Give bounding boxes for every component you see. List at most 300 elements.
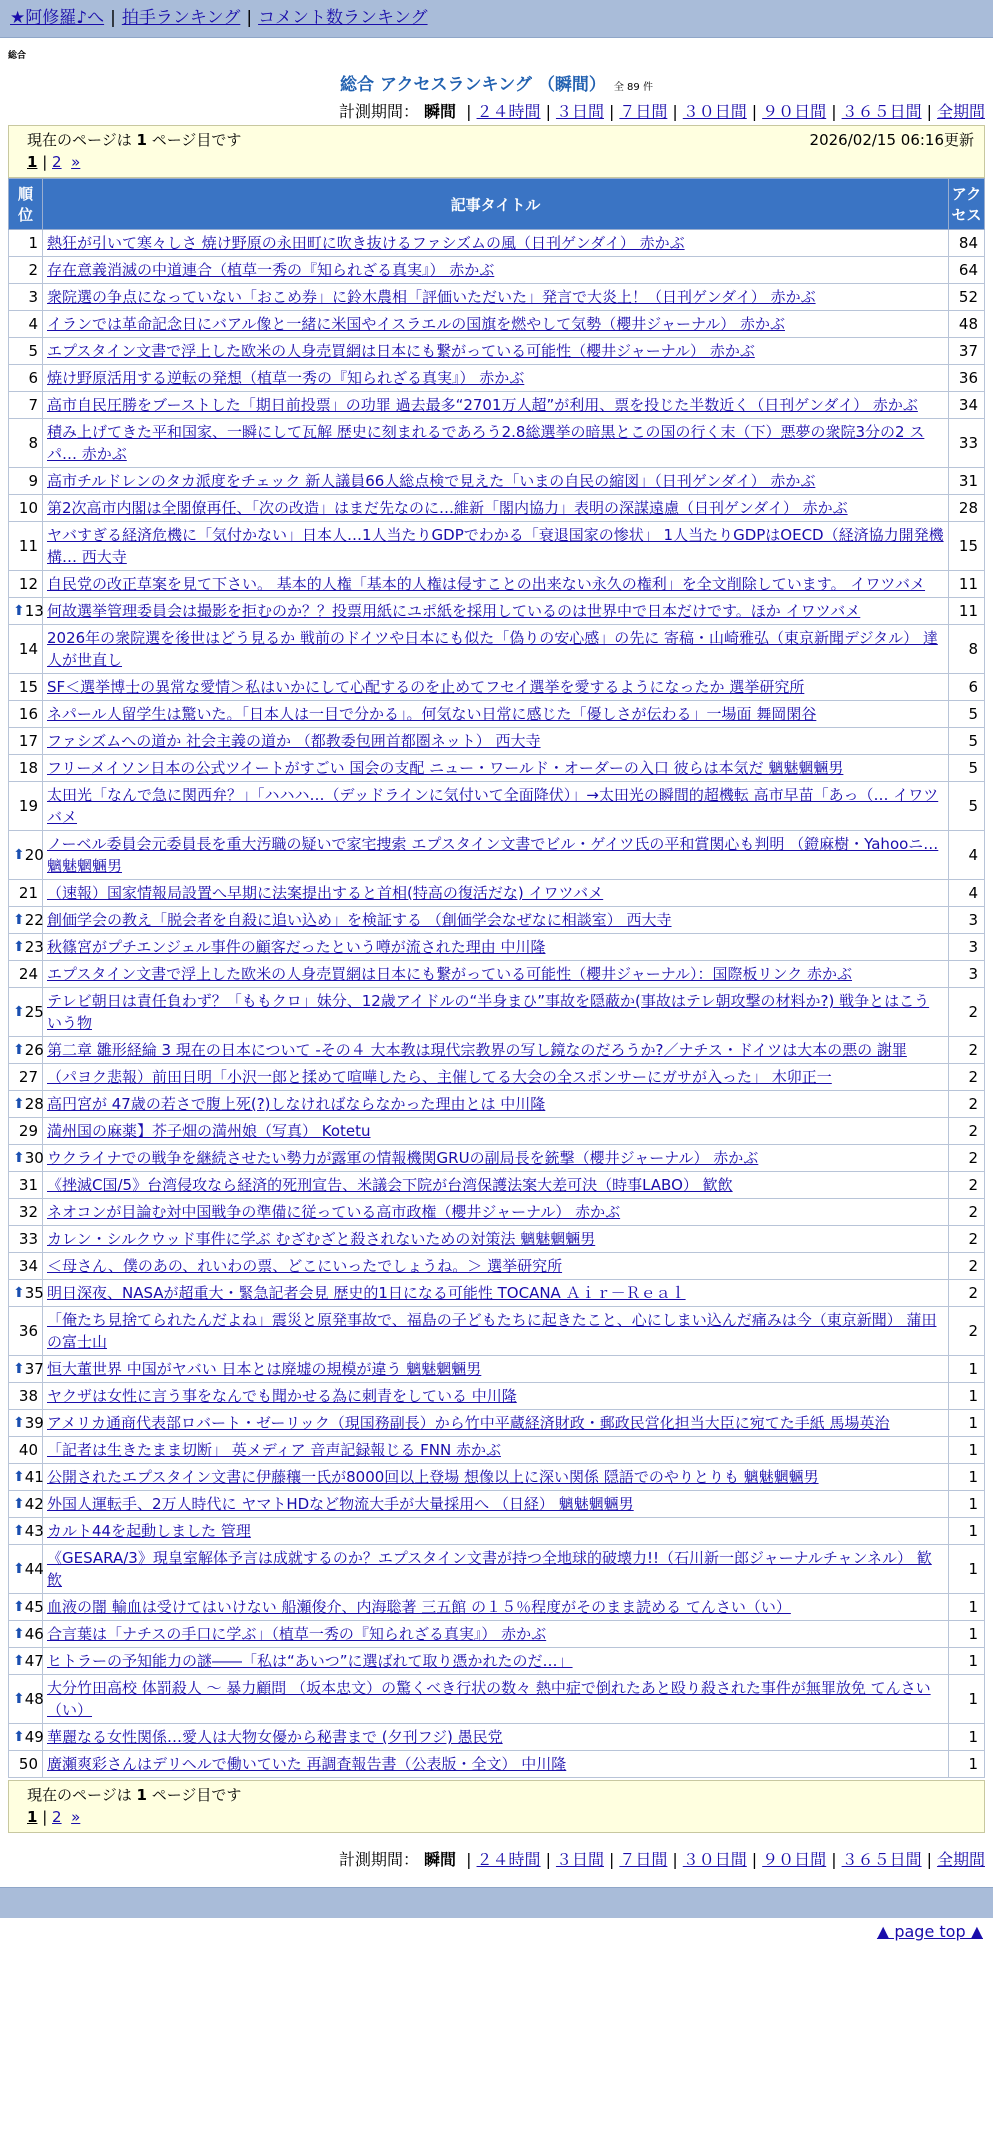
title-cell <box>43 1118 949 1145</box>
rank-cell <box>9 1518 43 1545</box>
rank-number: 34 <box>18 1257 38 1275</box>
table-row <box>9 1491 985 1518</box>
rank-number: 5 <box>28 342 38 360</box>
article-link[interactable]: カルト44を起動しました 管理 <box>47 1522 251 1540</box>
article-link[interactable]: SF＜選挙博士の異常な愛情＞私はいかにして心配するのを止めてフセイ選挙を愛するようになったか 選挙研究所 <box>47 678 805 696</box>
title-cell <box>43 1621 949 1648</box>
rank-number: 11 <box>18 537 38 555</box>
rank-number: 15 <box>18 678 38 696</box>
rank-cell <box>9 755 43 782</box>
table-row <box>9 495 985 522</box>
article-link[interactable]: エプスタイン文書で浮上した欧米の人身売買網は日本にも繋がっている可能性（櫻井ジャーナル） 赤かぶ <box>47 342 755 360</box>
article-link[interactable]: 2026年の衆院選を後世はどう見るか 戦前のドイツや日本にも似た「偽りの安心感」の先に 寄稿・山崎雅弘（東京新聞デジタル） 達人が世直し <box>47 629 938 669</box>
access-count: 4 <box>949 831 985 880</box>
article-link[interactable]: 「俺たち見捨てられたんだよね」震災と原発事故で、福島の子どもたちに起きたこと、心にしまい込んだ痛みは今（東京新聞） 蒲田の富士山 <box>47 1311 937 1351</box>
table-row <box>9 571 985 598</box>
article-link[interactable]: テレビ朝日は責任負わず？「ももクロ」妹分、12歳アイドルの“半身まひ”事故を隠蔽か(事故はテレ朝攻撃の材料か?) 戦争とはこういう物 <box>47 992 930 1032</box>
page-top-wrap <box>0 1922 993 1941</box>
pager-current: 1 <box>27 153 38 171</box>
page-indicator: 現在のページは 1 ページ目です <box>27 131 242 149</box>
title-cell <box>43 1199 949 1226</box>
period-separator: | <box>608 102 615 121</box>
title-cell <box>43 1410 949 1437</box>
article-link[interactable]: エプスタイン文書で浮上した欧米の人身売買網は日本にも繋がっている可能性（櫻井ジャーナル）：国際板リンク 赤かぶ <box>47 965 853 983</box>
rank-number: 12 <box>18 575 38 593</box>
rank-cell <box>9 1594 43 1621</box>
period-option[interactable]: ２４時間 <box>476 102 541 121</box>
rank-number: 33 <box>18 1230 38 1248</box>
title-cell <box>43 625 949 674</box>
period-separator: | <box>672 102 678 121</box>
period-selector-top <box>0 99 993 125</box>
period-separator: | <box>672 1850 678 1869</box>
rank-cell <box>9 701 43 728</box>
title-cell <box>43 1518 949 1545</box>
page-info-top <box>8 125 985 178</box>
access-count: 1 <box>949 1464 985 1491</box>
title-cell <box>43 365 949 392</box>
article-link[interactable]: 太田光「なんで急に関西弁？」「ハハハ…（デッドラインに気付いて全面降伏）」→太田光の瞬間的超機転 高市早苗「あっ（… イワツバメ <box>47 786 939 826</box>
period-option[interactable]: ２４時間 <box>476 1850 541 1869</box>
up-arrow-icon: ⬆ <box>13 1496 25 1512</box>
up-arrow-icon: ⬆ <box>13 1150 25 1166</box>
period-option[interactable]: ３６５日間 <box>841 102 922 121</box>
title-text: 総合 アクセスランキング （瞬間） <box>340 75 606 95</box>
rank-cell <box>9 625 43 674</box>
rank-number: 3 <box>28 288 38 306</box>
up-arrow-icon: ⬆ <box>13 1042 25 1058</box>
article-link[interactable]: （パヨク悲報）前田日明「小沢一郎と揉めて喧嘩したら、主催してる大会の全スポンサーにガサが入った」 木卯正一 <box>47 1068 832 1086</box>
period-selector-bottom <box>0 1847 993 1873</box>
period-option[interactable]: ３６５日間 <box>841 1850 922 1869</box>
access-count: 1 <box>949 1751 985 1778</box>
table-row <box>9 1064 985 1091</box>
table-row <box>9 1464 985 1491</box>
table-row <box>9 230 985 257</box>
title-cell <box>43 1437 949 1464</box>
up-arrow-icon: ⬆ <box>13 912 25 928</box>
period-option[interactable]: ３０日間 <box>682 1850 747 1869</box>
pager-top: 1 | 2 » <box>27 153 81 171</box>
rank-cell <box>9 1356 43 1383</box>
rank-number: 23 <box>24 938 44 956</box>
rank-cell <box>9 728 43 755</box>
rank-number: 10 <box>18 499 38 517</box>
table-row <box>9 1356 985 1383</box>
rank-cell <box>9 1383 43 1410</box>
article-link[interactable]: 秋篠宮がプチエンジェル事件の顧客だったという噂が流された理由 中川隆 <box>47 938 546 956</box>
total-count: 全 89 件 <box>613 82 653 93</box>
rank-number: 47 <box>24 1652 44 1670</box>
rank-number: 41 <box>24 1468 44 1486</box>
period-label: 計測期間： <box>338 102 419 121</box>
article-link[interactable]: 「記者は生きたまま切断」 英メディア 音声記録報じる FNN 赤かぶ <box>47 1441 501 1459</box>
pager-next-arrow-bottom[interactable]: » <box>71 1808 81 1826</box>
col-title-header: 記事タイトル <box>43 179 949 230</box>
rank-cell <box>9 365 43 392</box>
table-row <box>9 598 985 625</box>
access-count: 2 <box>949 1199 985 1226</box>
table-row <box>9 1307 985 1356</box>
article-link[interactable]: 血液の闇 輸血は受けてはいけない 船瀬俊介、内海聡著 三五館 の１５％程度がそのまま読める てんさい（い） <box>47 1598 791 1616</box>
page-indicator-bottom: 現在のページは 1 ページ目です <box>27 1786 242 1804</box>
table-row <box>9 1091 985 1118</box>
rank-cell <box>9 831 43 880</box>
table-row <box>9 1724 985 1751</box>
up-arrow-icon: ⬆ <box>13 1561 25 1577</box>
rank-cell <box>9 1307 43 1356</box>
article-link[interactable]: 高市チルドレンのタカ派度をチェック 新人議員66人総点検で見えた「いまの自民の縮図」（日刊ゲンダイ） 赤かぶ <box>47 472 816 490</box>
period-option[interactable]: ３日間 <box>555 102 604 121</box>
article-link[interactable]: ＜母さん、僕のあの、れいわの票、どこにいったでしょうね。＞ 選挙研究所 <box>47 1257 563 1275</box>
rank-cell <box>9 1491 43 1518</box>
rank-number: 2 <box>28 261 38 279</box>
period-separator: | <box>926 102 932 121</box>
col-access-header: アクセス <box>949 179 985 230</box>
article-link[interactable]: 積み上げてきた平和国家、一瞬にして瓦解 歴史に刻まれるであろう2.8総選挙の暗黒とこの国の行く末（下）悪夢の衆院3分の2 スパ… 赤かぶ <box>47 423 925 463</box>
rank-number: 26 <box>24 1041 44 1059</box>
period-option[interactable]: ９０日間 <box>762 102 827 121</box>
rank-number: 32 <box>18 1203 38 1221</box>
rank-cell <box>9 392 43 419</box>
access-count: 2 <box>949 1118 985 1145</box>
title-cell <box>43 1545 949 1594</box>
up-arrow-icon: ⬆ <box>13 1653 25 1669</box>
article-link[interactable]: ヒトラーの予知能力の謎――「私は“あいつ”に選ばれて取り憑かれたのだ…」 <box>47 1652 573 1670</box>
up-arrow-icon: ⬆ <box>13 1523 25 1539</box>
table-row <box>9 728 985 755</box>
rank-number: 42 <box>24 1495 44 1513</box>
article-link[interactable]: 存在意義消滅の中道連合（植草一秀の『知られざる真実』） 赤かぶ <box>47 261 495 279</box>
pager-next-arrow[interactable]: » <box>71 153 81 171</box>
article-link[interactable]: 焼け野原活用する逆転の発想（植草一秀の『知られざる真実』） 赤かぶ <box>47 369 525 387</box>
rank-number: 31 <box>18 1176 38 1194</box>
rank-number: 46 <box>24 1625 44 1643</box>
access-count: 15 <box>949 522 985 571</box>
title-cell <box>43 701 949 728</box>
rank-cell <box>9 1145 43 1172</box>
article-link[interactable]: 大分竹田高校 体罰殺人 ～ 暴力顧問 （坂本忠文）の驚くべき行状の数々 熱中症で倒れたあと殴り殺された事件が無罪放免 てんさい（い） <box>47 1679 931 1719</box>
rank-cell <box>9 1064 43 1091</box>
article-link[interactable]: アメリカ通商代表部ロバート・ゼーリック（現国務副長）から竹中平蔵経済財政・郵政民営化担当大臣に宛てた手紙 馬場英治 <box>47 1414 890 1432</box>
article-link[interactable]: カレン・シルクウッド事件に学ぶ むざむざと殺されないための対策法 魑魅魍魎男 <box>47 1230 596 1248</box>
article-link[interactable]: ヤクザは女性に言う事をなんでも聞かせる為に刺青をしている 中川隆 <box>47 1387 517 1405</box>
access-count: 11 <box>949 571 985 598</box>
table-row <box>9 988 985 1037</box>
rank-number: 9 <box>28 472 38 490</box>
article-link[interactable]: 創価学会の教え「脱会者を自殺に追い込め」を検証する （創価学会なぜなに相談室） 西大寺 <box>47 911 672 929</box>
rank-cell <box>9 1464 43 1491</box>
rank-number: 49 <box>24 1728 44 1746</box>
rank-cell <box>9 1724 43 1751</box>
title-cell <box>43 907 949 934</box>
table-row <box>9 961 985 988</box>
title-cell <box>43 468 949 495</box>
period-options <box>461 102 985 121</box>
rank-cell <box>9 284 43 311</box>
rank-cell <box>9 934 43 961</box>
article-link[interactable]: フリーメイソン日本の公式ツイートがすごい 国会の支配 ニュー・ワールド・オーダーの入口 彼らは本気だ 魑魅魍魎男 <box>47 759 844 777</box>
article-link[interactable]: ウクライナでの戦争を継続させたい勢力が露軍の情報機関GRUの副局長を銃撃（櫻井ジャーナル） 赤かぶ <box>47 1149 759 1167</box>
title-cell <box>43 728 949 755</box>
access-count: 28 <box>949 495 985 522</box>
title-cell <box>43 1280 949 1307</box>
article-link[interactable]: （速報）国家情報局設置へ早期に法案提出すると首相(特高の復活だな) イワツバメ <box>47 884 604 902</box>
period-current-bottom: 瞬間 <box>424 1850 457 1869</box>
article-link[interactable]: 自民党の改正草案を見て下さい。 基本的人権「基本的人権は侵すことの出来ない永久の権利」を全文削除しています。 イワツバメ <box>47 575 926 593</box>
access-count: 34 <box>949 392 985 419</box>
rank-cell <box>9 1172 43 1199</box>
table-row <box>9 831 985 880</box>
table-row <box>9 1410 985 1437</box>
table-row <box>9 1118 985 1145</box>
article-link[interactable]: 外国人運転手、2万人時代に ヤマトHDなど物流大手が大量採用へ （日経） 魑魅魍魎男 <box>47 1495 634 1513</box>
title-cell <box>43 419 949 468</box>
table-row <box>9 1037 985 1064</box>
article-link[interactable]: 廣瀬爽彩さんはデリヘルで働いていた 再調査報告書（公表版・全文） 中川隆 <box>47 1755 567 1773</box>
article-link[interactable]: イランでは革命記念日にバアル像と一緒に米国やイスラエルの国旗を燃やして気勢（櫻井ジャーナル） 赤かぶ <box>47 315 785 333</box>
period-option[interactable]: 全期間 <box>936 102 985 121</box>
table-row <box>9 1594 985 1621</box>
title-cell <box>43 1145 949 1172</box>
access-count: 1 <box>949 1648 985 1675</box>
access-count: 1 <box>949 1518 985 1545</box>
rank-number: 4 <box>28 315 38 333</box>
rank-number: 48 <box>24 1690 44 1708</box>
rank-cell <box>9 1621 43 1648</box>
access-count: 5 <box>949 782 985 831</box>
up-arrow-icon: ⬆ <box>13 603 25 619</box>
article-link[interactable]: 満州国の麻薬】芥子畑の満州娘（写真） Kotetu <box>47 1122 371 1140</box>
title-cell <box>43 674 949 701</box>
page-top-link[interactable]: ▲ page top ▲ <box>876 1922 983 1941</box>
access-count: 33 <box>949 419 985 468</box>
article-link[interactable]: 合言葉は「ナチスの手口に学ぶ」（植草一秀の『知られざる真実』） 赤かぶ <box>47 1625 547 1643</box>
rank-cell <box>9 571 43 598</box>
table-row <box>9 625 985 674</box>
up-arrow-icon: ⬆ <box>13 1599 25 1615</box>
rank-cell <box>9 1118 43 1145</box>
period-options-bottom <box>461 1850 985 1869</box>
table-row <box>9 1518 985 1545</box>
table-row <box>9 701 985 728</box>
access-count: 1 <box>949 1437 985 1464</box>
title-cell <box>43 1037 949 1064</box>
period-option[interactable]: 全期間 <box>936 1850 985 1869</box>
up-arrow-icon: ⬆ <box>13 1415 25 1431</box>
access-count: 3 <box>949 934 985 961</box>
period-option[interactable]: ３０日間 <box>682 102 747 121</box>
table-row <box>9 755 985 782</box>
rank-number: 36 <box>18 1322 38 1340</box>
access-count: 2 <box>949 1280 985 1307</box>
period-separator: | <box>926 1850 932 1869</box>
rank-cell <box>9 907 43 934</box>
rank-cell <box>9 988 43 1037</box>
article-link[interactable]: 高市自民圧勝をブーストした「期日前投票」の功罪 過去最多“2701万人超”が利用、票を投じた半数近く（日刊ゲンダイ） 赤かぶ <box>47 396 918 414</box>
up-arrow-icon: ⬆ <box>13 847 25 863</box>
access-count: 37 <box>949 338 985 365</box>
rank-number: 20 <box>24 846 44 864</box>
article-link[interactable]: 《GESARA/3》現皇室解体予言は成就するのか？エプスタイン文書が持つ全地球的破壊力!!（石川新一郎ジャーナルチャンネル） 歓飲 <box>47 1549 932 1589</box>
title-cell <box>43 1491 949 1518</box>
rank-number: 39 <box>24 1414 44 1432</box>
up-arrow-icon: ⬆ <box>13 1285 25 1301</box>
article-link[interactable]: 明日深夜、NASAが超重大・緊急記者会見 歴史的1日になる可能性 TOCANA Ａｉｒ－Ｒｅａｌ <box>47 1284 686 1302</box>
rank-number: 14 <box>18 640 38 658</box>
access-count: 1 <box>949 1675 985 1724</box>
article-link[interactable]: 公開されたエプスタイン文書に伊藤穰一氏が8000回以上登場 想像以上に深い関係 隠語でのやりとりも 魑魅魍魎男 <box>47 1468 819 1486</box>
rank-number: 19 <box>18 797 38 815</box>
top-nav: ★阿修羅♪へ | 拍手ランキング | コメント数ランキング <box>0 0 993 38</box>
article-link[interactable]: 第2次高市内閣は全閣僚再任、「次の改造」はまだ先なのに…維新「閣内協力」表明の深謀遠慮（日刊ゲンダイ） 赤かぶ <box>47 499 848 517</box>
access-count: 3 <box>949 961 985 988</box>
rank-number: 37 <box>24 1360 44 1378</box>
title-cell <box>43 1226 949 1253</box>
table-row <box>9 1751 985 1778</box>
up-arrow-icon: ⬆ <box>13 1691 25 1707</box>
access-count: 1 <box>949 1621 985 1648</box>
table-row <box>9 1199 985 1226</box>
title-cell <box>43 1383 949 1410</box>
access-count: 2 <box>949 1253 985 1280</box>
rank-number: 38 <box>18 1387 38 1405</box>
access-count: 2 <box>949 1091 985 1118</box>
rank-number: 43 <box>24 1522 44 1540</box>
table-row <box>9 257 985 284</box>
home-link[interactable]: ★阿修羅♪へ <box>10 8 105 28</box>
access-count: 4 <box>949 880 985 907</box>
article-link[interactable]: ネパール人留学生は驚いた。「日本人は一目で分かる」。何気ない日常に感じた「優しさが伝わる」一場面 舞岡閑谷 <box>47 705 817 723</box>
title-cell <box>43 1356 949 1383</box>
access-count: 1 <box>949 1383 985 1410</box>
article-link[interactable]: 高円宮が 47歳の若さで腹上死(?)しなければならなかった理由とは 中川隆 <box>47 1095 546 1113</box>
period-separator: | <box>751 102 758 121</box>
title-cell <box>43 961 949 988</box>
rank-number: 40 <box>18 1441 38 1459</box>
article-link[interactable]: 熱狂が引いて寒々しさ 焼け野原の永田町に吹き抜けるファシズムの風（日刊ゲンダイ） 赤かぶ <box>47 234 685 252</box>
access-count: 1 <box>949 1724 985 1751</box>
table-row <box>9 782 985 831</box>
article-link[interactable]: 華麗なる女性関係…愛人は大物女優から秘書まで (夕刊フジ) 愚民党 <box>47 1728 503 1746</box>
title-cell <box>43 1464 949 1491</box>
article-link[interactable]: ネオコンが目論む対中国戦争の準備に従っている高市政権（櫻井ジャーナル） 赤かぶ <box>47 1203 621 1221</box>
title-cell <box>43 1724 949 1751</box>
access-count: 6 <box>949 674 985 701</box>
period-separator: | <box>466 102 472 121</box>
rank-cell <box>9 311 43 338</box>
title-cell <box>43 495 949 522</box>
rank-cell <box>9 230 43 257</box>
period-option[interactable]: ７日間 <box>619 102 668 121</box>
article-link[interactable]: 衆院選の争点になっていない「おこめ券」に鈴木農相「評価いただいた」発言で大炎上！（日刊ゲンダイ） 赤かぶ <box>47 288 816 306</box>
rank-cell <box>9 674 43 701</box>
period-label-bottom: 計測期間： <box>338 1850 419 1869</box>
title-cell <box>43 831 949 880</box>
period-option[interactable]: ９０日間 <box>762 1850 827 1869</box>
article-link[interactable]: 恒大董世界 中国がヤバい 日本とは廃墟の規模が違う 魑魅魍魎男 <box>47 1360 482 1378</box>
rank-cell <box>9 782 43 831</box>
title-cell <box>43 1172 949 1199</box>
rank-cell <box>9 419 43 468</box>
rank-cell <box>9 1280 43 1307</box>
title-cell <box>43 755 949 782</box>
rank-number: 13 <box>24 602 44 620</box>
rank-number: 21 <box>18 884 38 902</box>
access-count: 36 <box>949 365 985 392</box>
ranking-table <box>8 178 985 1778</box>
section-label: 総合 <box>8 51 27 61</box>
pager-page-2[interactable]: 2 <box>52 153 62 171</box>
rank-cell <box>9 1437 43 1464</box>
title-cell <box>43 1064 949 1091</box>
table-row <box>9 1383 985 1410</box>
rank-number: 30 <box>24 1149 44 1167</box>
article-link[interactable]: 何故選挙管理委員会は撮影を拒むのか？？投票用紙にユポ紙を採用しているのは世界中で日本だけです。ほか イワツバメ <box>47 602 861 620</box>
access-count: 1 <box>949 1356 985 1383</box>
period-separator: | <box>831 1850 837 1869</box>
rank-number: 17 <box>18 732 38 750</box>
table-row <box>9 880 985 907</box>
article-link[interactable]: 《挫滅C国/5》台湾侵攻なら経済的死刑宣告、米議会下院が台湾保護法案大差可決（時事LABO） 歓飲 <box>47 1176 733 1194</box>
rank-cell <box>9 598 43 625</box>
access-count: 52 <box>949 284 985 311</box>
comment-ranking-link[interactable]: コメント数ランキング <box>258 8 428 28</box>
rank-cell <box>9 338 43 365</box>
table-row <box>9 522 985 571</box>
rank-cell <box>9 1675 43 1724</box>
article-link[interactable]: 第二章 雛形経綸 3 現在の日本について -その４ 大本教は現代宗教界の写し鏡なのだろうか?／ナチス・ドイツは大本の悪の 謝罪 <box>47 1041 907 1059</box>
access-count: 8 <box>949 625 985 674</box>
rank-number: 24 <box>18 965 38 983</box>
table-row <box>9 1648 985 1675</box>
table-row <box>9 338 985 365</box>
period-option[interactable]: ３日間 <box>555 1850 604 1869</box>
bottom-bar <box>0 1887 993 1918</box>
title-cell <box>43 311 949 338</box>
pager-page-2-bottom[interactable]: 2 <box>52 1808 62 1826</box>
title-cell <box>43 284 949 311</box>
table-row <box>9 674 985 701</box>
period-option[interactable]: ７日間 <box>619 1850 668 1869</box>
article-link[interactable]: ノーベル委員会元委員長を重大汚職の疑いで家宅捜索 エプスタイン文書でビル・ゲイツ氏の平和賞関心も判明 （鐙麻樹・Yahooニ… 魑魅魍魎男 <box>47 835 939 875</box>
title-cell <box>43 1253 949 1280</box>
rank-number: 29 <box>18 1122 38 1140</box>
rank-cell <box>9 1091 43 1118</box>
period-separator: | <box>466 1850 472 1869</box>
rank-cell <box>9 1648 43 1675</box>
title-cell <box>43 1675 949 1724</box>
rank-cell <box>9 522 43 571</box>
table-row <box>9 284 985 311</box>
rank-cell <box>9 1751 43 1778</box>
col-rank-header: 順位 <box>9 179 43 230</box>
clap-ranking-link[interactable]: 拍手ランキング <box>121 8 241 28</box>
access-count: 1 <box>949 1594 985 1621</box>
rank-number: 44 <box>24 1560 44 1578</box>
title-cell <box>43 1648 949 1675</box>
table-row <box>9 1675 985 1724</box>
pager-bottom: 1 | 2 » <box>27 1808 81 1826</box>
access-count: 2 <box>949 1307 985 1356</box>
pager-current-bottom: 1 <box>27 1808 38 1826</box>
access-count: 3 <box>949 907 985 934</box>
title-cell <box>43 988 949 1037</box>
rank-number: 35 <box>24 1284 44 1302</box>
article-link[interactable]: ファシズムへの道か 社会主義の道か （都教委包囲首都圏ネット） 西大寺 <box>47 732 541 750</box>
rank-cell <box>9 1253 43 1280</box>
article-link[interactable]: ヤバすぎる経済危機に「気付かない」日本人…1人当たりGDPでわかる「衰退国家の惨状」 1人当たりGDPはOECD（経済協力開発機構… 西大寺 <box>47 526 944 566</box>
